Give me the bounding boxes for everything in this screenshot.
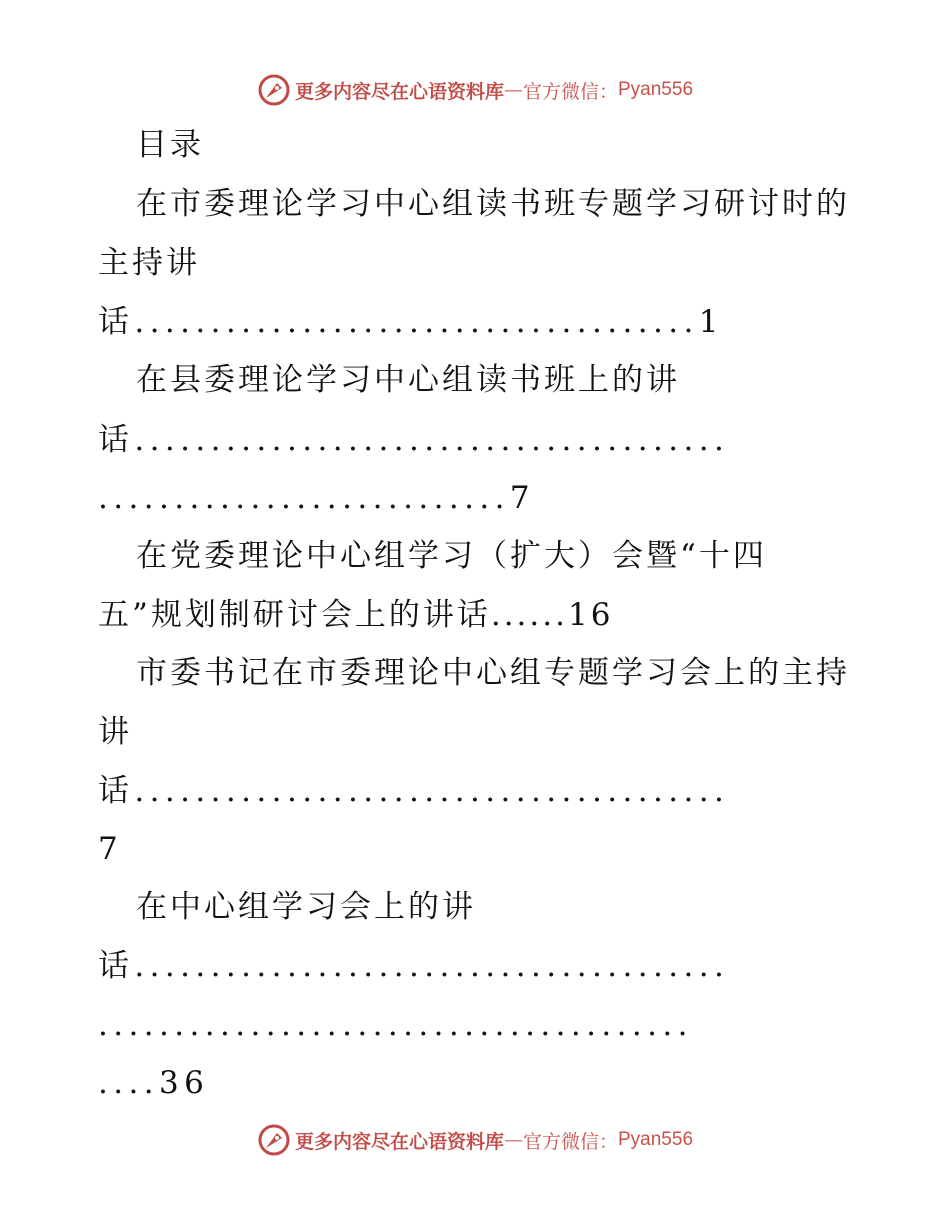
toc-entry-1-line-3[interactable]: 话.....................................1 [98,304,724,340]
banner-wechat-id: Pyan556 [618,79,694,100]
toc-entry-1-line-2[interactable]: 主持讲 [98,245,200,281]
toc-entry-4-line-3[interactable]: 话....................................... [98,773,730,809]
toc-entry-5-line-4[interactable]: ....36 [98,1065,210,1101]
toc-entry-4-line-1[interactable]: 市委书记在市委理论中心组专题学习会上的主持 [136,655,850,691]
pen-nib-icon [257,73,291,107]
toc-entry-4-line-2[interactable]: 讲 [98,714,132,750]
toc-entry-3-line-1[interactable]: 在党委理论中心组学习（扩大）会暨“十四 [136,538,767,574]
banner-wechat-id: Pyan556 [618,1129,694,1150]
pen-nib-icon [257,1123,291,1157]
banner-separator: — [503,79,523,101]
toc-heading: 目录 [136,127,204,163]
toc-entry-2-line-3[interactable]: ...........................7 [98,480,535,516]
banner-wechat-label: 官方微信： [522,80,618,103]
toc-entry-5-line-2[interactable]: 话....................................... [98,948,730,984]
banner-brand: 更多内容尽在心语资料库 [294,1130,504,1153]
toc-entry-3-line-2[interactable]: 五”规划制研讨会上的讲话......16 [98,597,614,633]
toc-entry-1-line-1[interactable]: 在市委理论学习中心组读书班专题学习研讨时的 [136,186,850,222]
toc-entry-5-line-1[interactable]: 在中心组学习会上的讲 [136,889,476,925]
banner-brand: 更多内容尽在心语资料库 [294,80,504,103]
footer-banner [0,1120,950,1160]
toc-entry-4-line-4[interactable]: 7 [98,831,121,867]
banner-wechat-label: 官方微信： [522,1130,618,1153]
header-banner [0,70,950,110]
banner-separator: — [503,1129,523,1151]
toc-entry-5-line-3[interactable]: ....................................... [98,1007,693,1043]
toc-entry-2-line-1[interactable]: 在县委理论学习中心组读书班上的讲 [136,362,680,398]
toc-entry-2-line-2[interactable]: 话....................................... [98,422,730,458]
